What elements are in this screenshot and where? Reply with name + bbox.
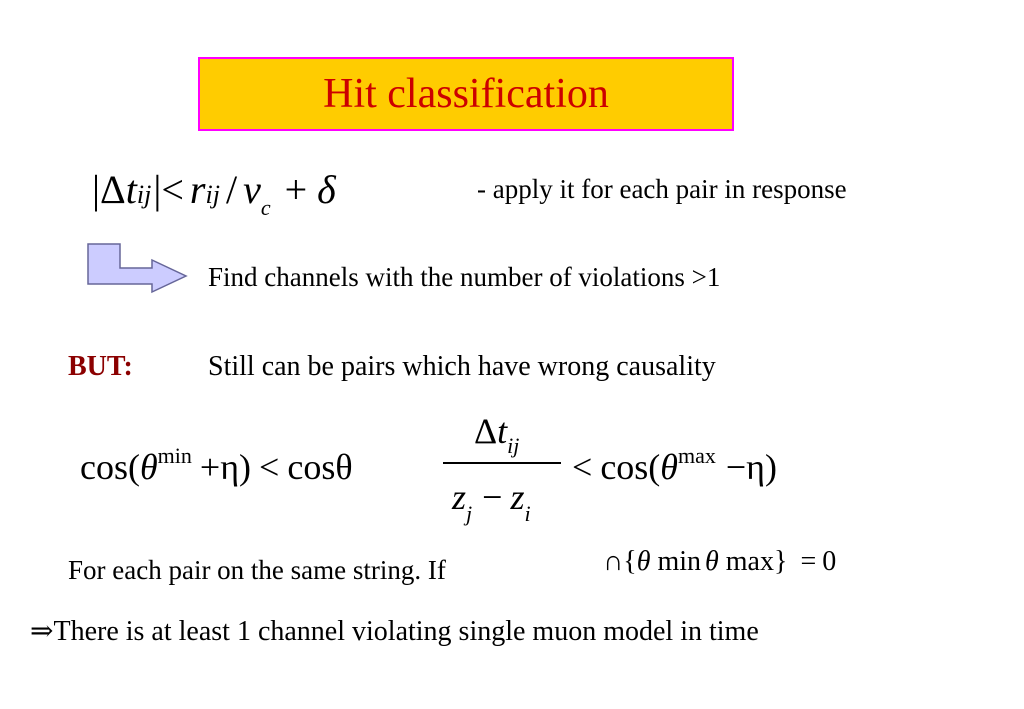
plus-sign: + bbox=[284, 167, 308, 212]
but-label: BUT: bbox=[68, 351, 133, 382]
implies-arrow-icon: ⇒ bbox=[30, 616, 54, 647]
violations-text: Find channels with the number of violations >1 bbox=[208, 262, 721, 292]
title-box bbox=[198, 57, 734, 131]
less-than: < bbox=[259, 447, 280, 487]
delta-small: δ bbox=[317, 167, 336, 212]
i-subscript: i bbox=[524, 501, 531, 526]
ij-subscript-3: ij bbox=[507, 433, 520, 458]
ij-subscript: ij bbox=[136, 180, 152, 209]
min-superscript: min bbox=[157, 443, 192, 468]
minus-eta: −η) bbox=[725, 447, 777, 487]
bent-arrow-icon bbox=[86, 242, 190, 294]
slash: / bbox=[225, 167, 238, 212]
min-text: min bbox=[657, 546, 702, 577]
abs-bar-less-than: |< bbox=[153, 167, 184, 212]
less-than-2: < bbox=[572, 447, 593, 487]
cosine-formula-right bbox=[572, 443, 777, 488]
pair-text: For each pair on the same string. If bbox=[68, 555, 446, 585]
theta-symbol-2: θ bbox=[660, 447, 678, 487]
r-var: r bbox=[189, 167, 206, 212]
fraction-denominator bbox=[452, 476, 531, 526]
cosine-formula-left bbox=[80, 443, 353, 488]
theta-a: θ bbox=[636, 546, 651, 577]
theta-b: θ bbox=[705, 546, 719, 577]
max-superscript: max bbox=[677, 443, 716, 468]
j-subscript: j bbox=[466, 501, 473, 526]
t-var-2: t bbox=[497, 411, 508, 451]
theta-symbol: θ bbox=[139, 447, 158, 487]
causality-text: Still can be pairs which have wrong causality bbox=[208, 351, 716, 382]
formula-note: - apply it for each pair in response bbox=[477, 174, 847, 204]
abs-bar-open: | bbox=[92, 167, 101, 212]
causality-formula bbox=[92, 166, 336, 220]
max-text: max bbox=[725, 546, 774, 577]
c-subscript: c bbox=[260, 195, 271, 220]
intersection-formula bbox=[603, 546, 836, 578]
intersection-symbol: ∩ bbox=[603, 546, 624, 577]
fraction-line bbox=[443, 462, 561, 464]
cos-open: cos( bbox=[80, 447, 140, 487]
delta-symbol: Δ bbox=[100, 167, 126, 212]
conclusion-text: There is at least 1 channel violating single muon model in time bbox=[53, 616, 759, 647]
zero-value: 0 bbox=[822, 546, 837, 577]
minus-sign: − bbox=[482, 477, 503, 517]
v-var: v bbox=[243, 167, 261, 212]
plus-eta: +η) bbox=[199, 447, 252, 487]
cos-open-2: cos( bbox=[600, 447, 661, 487]
fraction-numerator bbox=[474, 410, 520, 458]
brace-close: } bbox=[774, 546, 788, 577]
equals-sign: = bbox=[800, 546, 817, 577]
z-var: z bbox=[452, 477, 467, 517]
brace-open: { bbox=[623, 546, 637, 577]
slide-title: Hit classification bbox=[323, 71, 609, 117]
cos-theta: cosθ bbox=[287, 447, 353, 487]
t-var: t bbox=[125, 167, 137, 212]
delta-symbol-2: Δ bbox=[474, 411, 498, 451]
conclusion bbox=[30, 614, 759, 648]
z-var-2: z bbox=[510, 477, 525, 517]
ij-subscript-2: ij bbox=[205, 180, 220, 209]
